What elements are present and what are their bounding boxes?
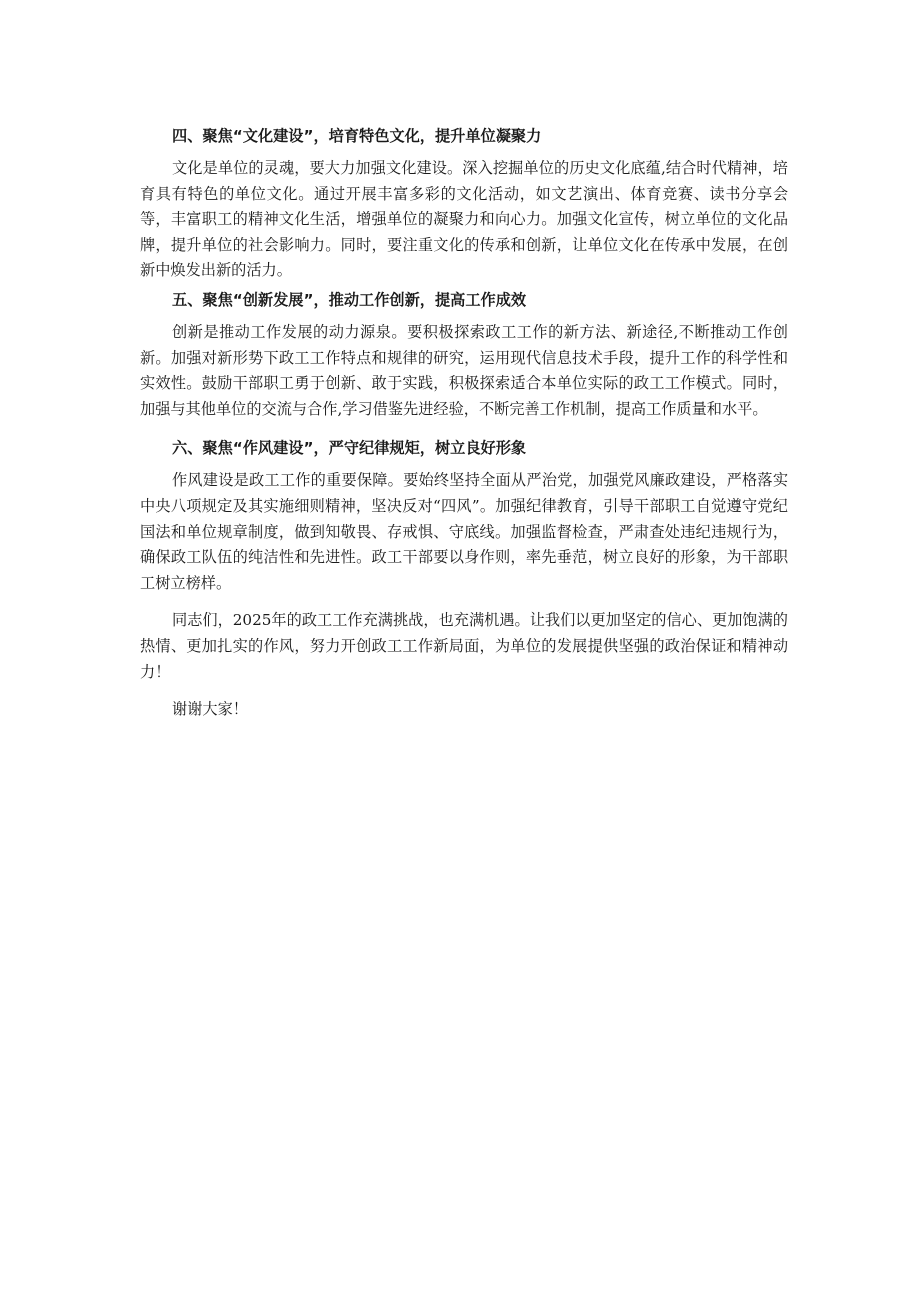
section-heading-culture: 四、聚焦“文化建设”，培育特色文化，提升单位凝聚力 <box>172 127 542 145</box>
section-heading-innovation: 五、聚焦“创新发展”，推动工作创新，提高工作成效 <box>172 290 527 309</box>
section-heading-work-style: 六、聚焦“作风建设”，严守纪律规矩，树立良好形象 <box>172 439 527 458</box>
document-body <box>140 122 788 723</box>
section-paragraph-innovation: 创新是推动工作发展的动力源泉。要积极探索政工工作的新方法、新途径,不断推动工作创新。加强对新形势下政工工作特点和规律的研究，运用现代信息技术手段，提升工作的科学性和实效性。鼓励干部职工勇于创新、敢于实践，积极探索适合本单位实际的政工工作模式。同时，加强与其他单位的交流与合作,学习借鉴先进经验，不断完善工作机制，提高工作质量和水平。 <box>140 322 788 418</box>
thanks-line: 谢谢大家！ <box>172 700 248 719</box>
section-paragraph-work-style: 作风建设是政工工作的重要保障。要始终坚持全面从严治党，加强党风廉政建设，严格落实中央八项规定及其实施细则精神，坚决反对“四风”。加强纪律教育，引导干部职工自觉遵守党纪国法和单位规章制度，做到知敬畏、存戒惧、守底线。加强监督检查，严肃查处违纪违规行为，确保政工队伍的纯洁性和先进性。政工干部要以身作则，率先垂范，树立良好的形象，为干部职工树立榜样。 <box>140 471 788 592</box>
conclusion-paragraph: 同志们，2025年的政工工作充满挑战，也充满机遇。让我们以更加坚定的信心、更加饱满的热情、更加扎实的作风，努力开创政工工作新局面，为单位的发展提供坚强的政治保证和精神动力！ <box>140 611 788 681</box>
section-paragraph-culture: 文化是单位的灵魂，要大力加强文化建设。深入挖掘单位的历史文化底蕴,结合时代精神，培育具有特色的单位文化。通过开展丰富多彩的文化活动，如文艺演出、体育竞赛、读书分享会等，丰富职工的精神文化生活，增强单位的凝聚力和向心力。加强文化宣传，树立单位的文化品牌，提升单位的社会影响力。同时，要注重文化的传承和创新，让单位文化在传承中发展，在创新中焕发出新的活力。 <box>140 159 788 280</box>
